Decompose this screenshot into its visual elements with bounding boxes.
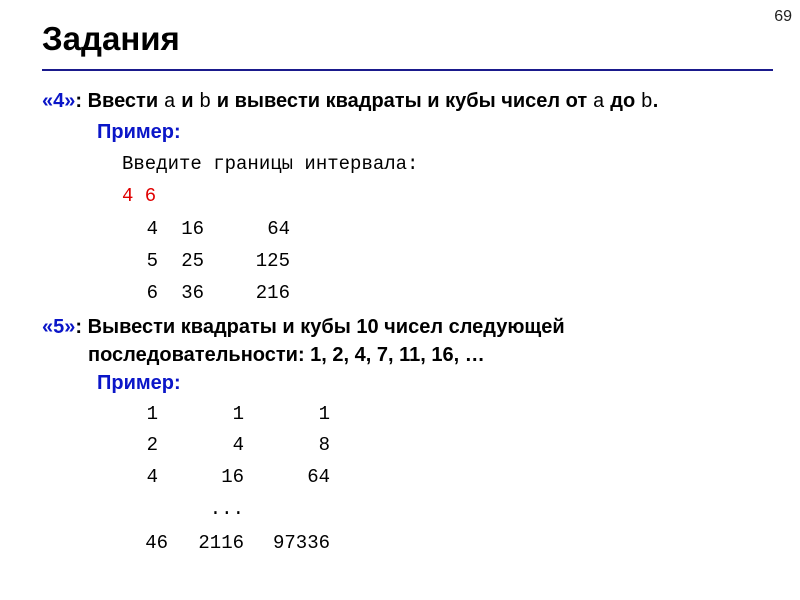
table-cell: 1 [146,403,158,425]
table-cell: 16 [181,218,204,240]
table-cell: 125 [255,250,290,272]
task-4-input: 4 6 [122,185,157,207]
task-4-text: до [604,90,641,112]
task-5-tag: «5» [42,316,76,338]
table-cell: 8 [318,434,330,456]
table-cell: 4 [146,466,158,488]
table-cell: 64 [307,466,330,488]
table-cell: 4 [146,218,158,240]
table-cell: 36 [181,282,204,304]
table-cell: 25 [181,250,204,272]
page-title: Задания [42,20,180,57]
table-cell: 6 [146,282,158,304]
task-4-var-b: b [199,91,212,114]
task-5-statement-line2: последовательности: 1, 2, 4, 7, 11, 16, … [88,344,485,366]
task-4-text: и вывести квадраты и кубы чисел от [211,90,593,112]
task-5-text: : Вывести квадраты и кубы 10 чисел следующей [75,316,565,338]
table-cell: 5 [146,250,158,272]
task-4-var-a: a [592,91,605,114]
table-cell: 16 [221,466,244,488]
table-cell: 2 [146,434,158,456]
task-5-statement-line1 [42,316,565,339]
task-4-var-b: b [640,91,653,114]
table-cell: 97336 [272,532,330,554]
title-divider [42,69,773,71]
task-4-text: : Ввести [75,90,164,112]
task-4-statement [42,90,658,114]
task-5-example-label: Пример: [97,372,181,394]
table-cell: 216 [255,282,290,304]
ellipsis: ... [209,498,244,520]
task-4-prompt: Введите границы интервала: [122,153,419,175]
table-cell: 1 [318,403,330,425]
slide-number: 69 [774,8,792,25]
table-cell: 46 [145,532,168,554]
table-cell: 4 [232,434,244,456]
task-4-var-a: a [163,91,176,114]
task-4-text: и [175,90,200,112]
table-cell: 1 [232,403,244,425]
task-4-example-label: Пример: [97,121,181,143]
table-cell: 2116 [198,532,244,554]
table-cell: 64 [267,218,290,240]
task-4-text: . [652,90,659,112]
task-4-tag: «4» [42,90,76,112]
